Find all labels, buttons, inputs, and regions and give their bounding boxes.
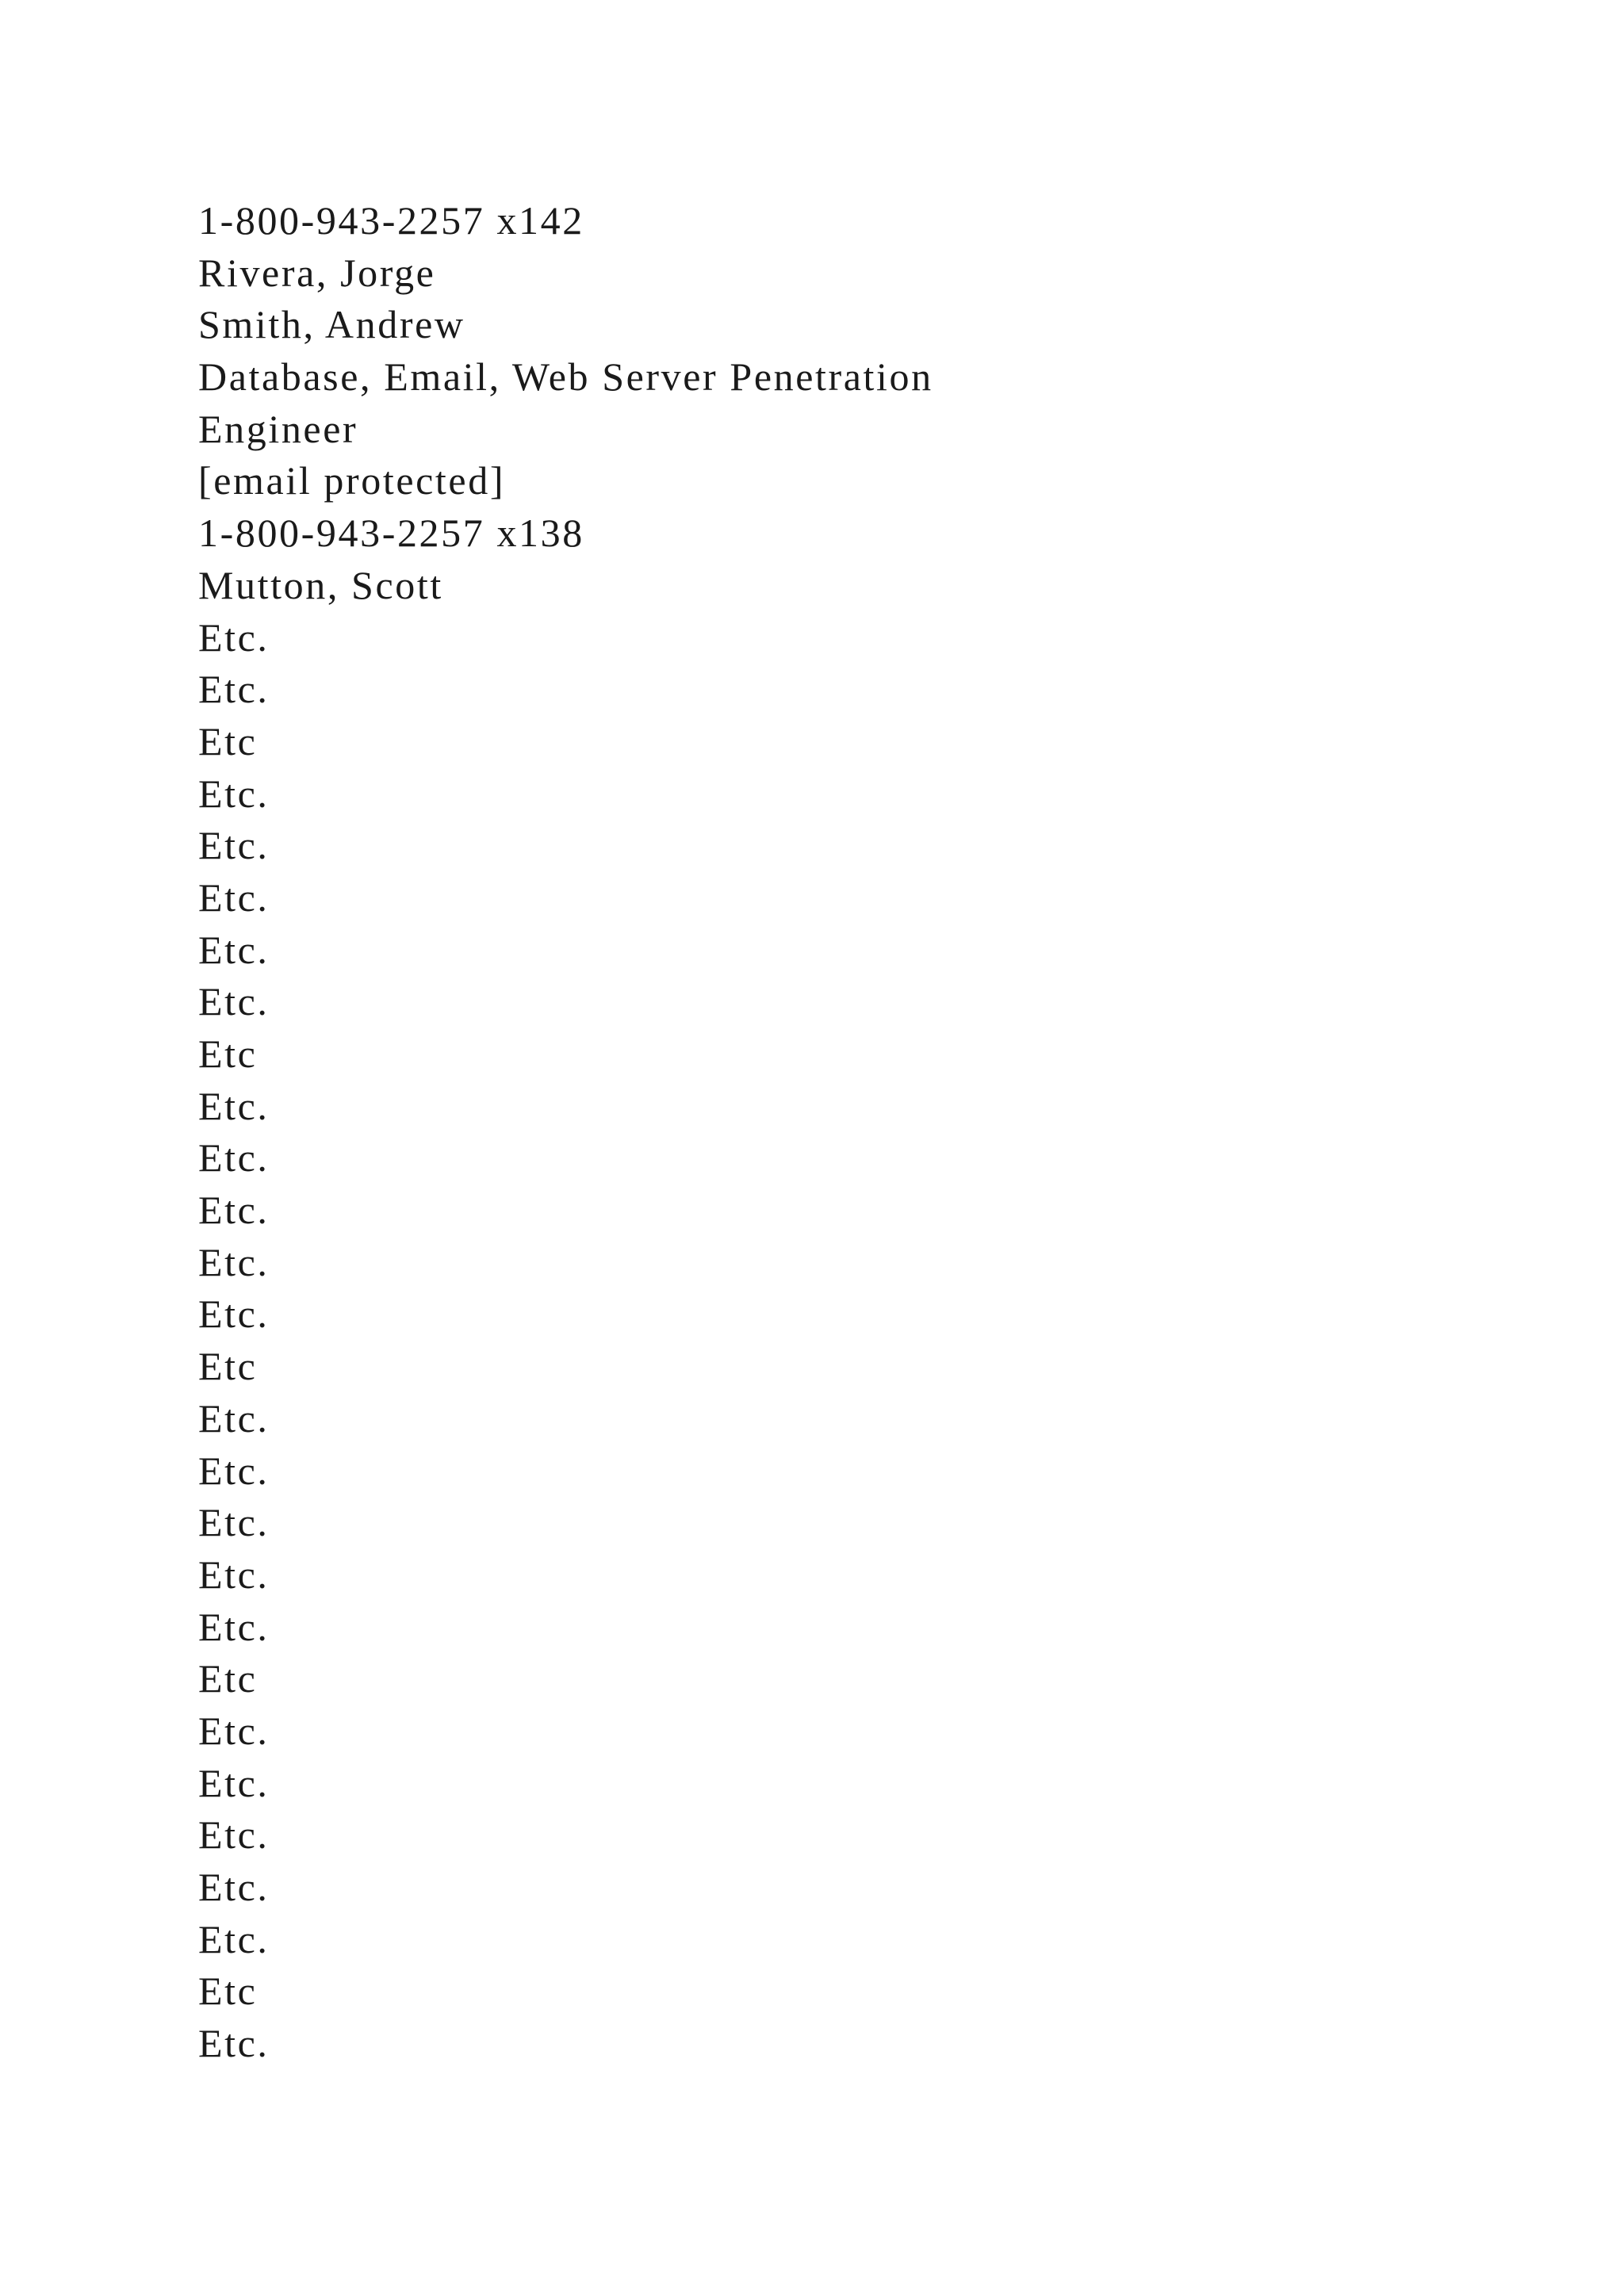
etc-line: Etc. bbox=[198, 979, 270, 1024]
etc-line: Etc. bbox=[198, 927, 270, 972]
etc-line: Etc. bbox=[198, 2021, 270, 2066]
etc-line: Etc. bbox=[198, 1395, 270, 1441]
etc-line: Etc bbox=[198, 1031, 258, 1076]
contact-name: Rivera, Jorge bbox=[198, 250, 436, 295]
etc-line: Etc. bbox=[198, 1865, 270, 1909]
etc-line: Etc. bbox=[198, 1604, 270, 1649]
contact-name: Mutton, Scott bbox=[198, 562, 443, 607]
etc-line: Etc bbox=[198, 1344, 258, 1389]
email-line: [email protected] bbox=[198, 458, 506, 503]
etc-line: Etc. bbox=[198, 1292, 270, 1337]
etc-line: Etc bbox=[198, 718, 258, 763]
etc-line: Etc. bbox=[198, 771, 270, 816]
etc-line: Etc. bbox=[198, 1083, 270, 1128]
phone-line: 1-800-943-2257 x138 bbox=[198, 511, 584, 556]
phone-line: 1-800-943-2257 x142 bbox=[198, 198, 584, 243]
etc-line: Etc. bbox=[198, 667, 270, 712]
contact-name: Smith, Andrew bbox=[198, 302, 465, 347]
etc-line: Etc. bbox=[198, 1760, 270, 1805]
etc-line: Etc bbox=[198, 1656, 258, 1701]
etc-line: Etc. bbox=[198, 874, 270, 920]
etc-line: Etc. bbox=[198, 1708, 270, 1753]
etc-line: Etc bbox=[198, 1969, 258, 2014]
role-line: Engineer bbox=[198, 406, 358, 451]
document-text bbox=[198, 195, 933, 2070]
etc-line: Etc. bbox=[198, 1188, 270, 1233]
role-line: Database, Email, Web Server Penetration bbox=[198, 354, 933, 400]
etc-line: Etc. bbox=[198, 1448, 270, 1493]
etc-line: Etc. bbox=[198, 1135, 270, 1181]
etc-line: Etc. bbox=[198, 1500, 270, 1545]
etc-line: Etc. bbox=[198, 1239, 270, 1284]
etc-line: Etc. bbox=[198, 614, 270, 660]
etc-line: Etc. bbox=[198, 1812, 270, 1858]
etc-line: Etc. bbox=[198, 1552, 270, 1597]
etc-line: Etc. bbox=[198, 1916, 270, 1961]
etc-line: Etc. bbox=[198, 823, 270, 868]
